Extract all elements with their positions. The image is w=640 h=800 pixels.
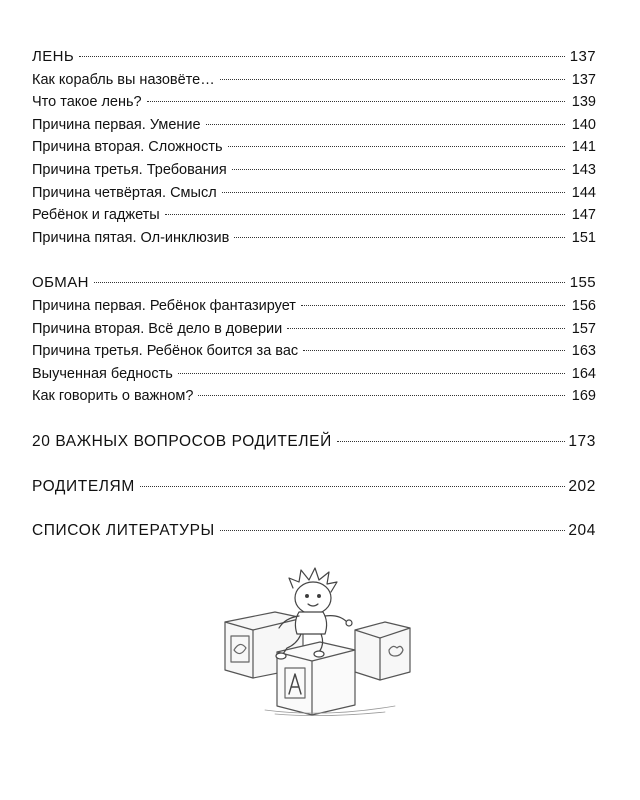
toc-page-number: 143	[571, 161, 596, 178]
toc-entry-title: Что такое лень?	[32, 94, 142, 111]
dot-leader	[198, 395, 565, 396]
toc-heading-title: ОБМАН	[32, 274, 89, 292]
toc-heading-title: ЛЕНЬ	[32, 48, 75, 65]
toc-chapter-title: РОДИТЕЛЯМ	[32, 477, 135, 495]
dot-leader	[147, 101, 565, 102]
toc-page-number: 204	[568, 522, 596, 540]
toc-entry-title: Как корабль вы назовёте…	[32, 71, 215, 88]
toc-entry-title: Причина вторая. Сложность	[32, 139, 223, 156]
boy-on-blocks-illustration	[205, 560, 435, 720]
dot-leader	[301, 305, 565, 306]
dot-leader	[303, 350, 565, 351]
toc-entry-title: Причина вторая. Всё дело в доверии	[32, 320, 283, 337]
toc-page-number: 144	[571, 184, 596, 201]
toc-page-number: 137	[569, 48, 596, 65]
toc-entry-title: Причина четвёртая. Смысл	[32, 184, 217, 201]
toc-entry[interactable]	[32, 340, 596, 363]
toc-chapter-title: СПИСОК ЛИТЕРАТУРЫ	[32, 522, 215, 540]
dot-leader	[206, 124, 565, 125]
toc-chapter-to-parents[interactable]	[32, 476, 596, 499]
toc-page-number: 157	[571, 320, 596, 337]
toc-page-number: 163	[571, 343, 596, 360]
dot-leader	[140, 486, 565, 487]
toc-page-number: 137	[571, 71, 596, 88]
toc-chapter-bibliography[interactable]	[32, 520, 596, 543]
toc-entry[interactable]	[32, 159, 596, 182]
toc-entry[interactable]	[32, 385, 596, 408]
toc-page-number: 164	[571, 365, 596, 382]
toc-entry-title: Причина пятая. Ол-инклюзив	[32, 229, 230, 246]
toc-entry-title: Ребёнок и гаджеты	[32, 207, 160, 224]
toc-page-number: 141	[571, 139, 596, 156]
section-spacer	[32, 249, 596, 272]
toc-chapter-parent-questions[interactable]	[32, 431, 596, 454]
dot-leader	[337, 441, 565, 442]
toc-entry[interactable]	[32, 91, 596, 114]
toc-entry[interactable]	[32, 204, 596, 227]
toc-entry-title: Причина третья. Требования	[32, 161, 227, 178]
toc-entry-title: Как говорить о важном?	[32, 388, 194, 405]
toc-page-number: 169	[571, 388, 596, 405]
dot-leader	[228, 146, 565, 147]
toc-heading-laziness[interactable]	[32, 46, 596, 69]
toc-page-number: 202	[568, 477, 596, 495]
toc-page-number: 147	[571, 207, 596, 224]
dot-leader	[232, 169, 565, 170]
section-spacer	[32, 408, 596, 431]
toc-heading-deception[interactable]	[32, 272, 596, 295]
dot-leader	[287, 328, 565, 329]
toc-page-number: 140	[571, 116, 596, 133]
block-right-icon	[355, 622, 410, 680]
dot-leader	[220, 530, 565, 531]
toc-entry[interactable]	[32, 114, 596, 137]
dot-leader	[165, 214, 565, 215]
toc-entry[interactable]	[32, 363, 596, 386]
toc-page-number: 151	[571, 229, 596, 246]
toc-entry-title: Причина первая. Ребёнок фантазирует	[32, 297, 296, 314]
toc-page-number: 155	[569, 274, 596, 292]
section-spacer	[32, 498, 596, 520]
dot-leader	[222, 192, 565, 193]
toc-entry-title: Причина третья. Ребёнок боится за вас	[32, 343, 299, 360]
toc-page-number: 173	[568, 432, 596, 450]
dot-leader	[94, 282, 565, 283]
table-of-contents	[32, 46, 596, 543]
section-spacer	[32, 454, 596, 476]
toc-entry-title: Причина первая. Умение	[32, 116, 201, 133]
dot-leader	[220, 79, 565, 80]
toc-chapter-title: 20 ВАЖНЫХ ВОПРОСОВ РОДИТЕЛЕЙ	[32, 432, 332, 450]
dot-leader	[234, 237, 565, 238]
toc-entry[interactable]	[32, 136, 596, 159]
toc-entry[interactable]	[32, 227, 596, 250]
toc-page-number: 139	[571, 94, 596, 111]
toc-page-number: 156	[571, 297, 596, 314]
toc-entry[interactable]	[32, 182, 596, 205]
toc-entry[interactable]	[32, 318, 596, 341]
dot-leader	[178, 373, 565, 374]
toc-entry[interactable]	[32, 295, 596, 318]
dot-leader	[79, 56, 565, 57]
toc-entry[interactable]	[32, 69, 596, 92]
toc-entry-title: Выученная бедность	[32, 365, 173, 382]
